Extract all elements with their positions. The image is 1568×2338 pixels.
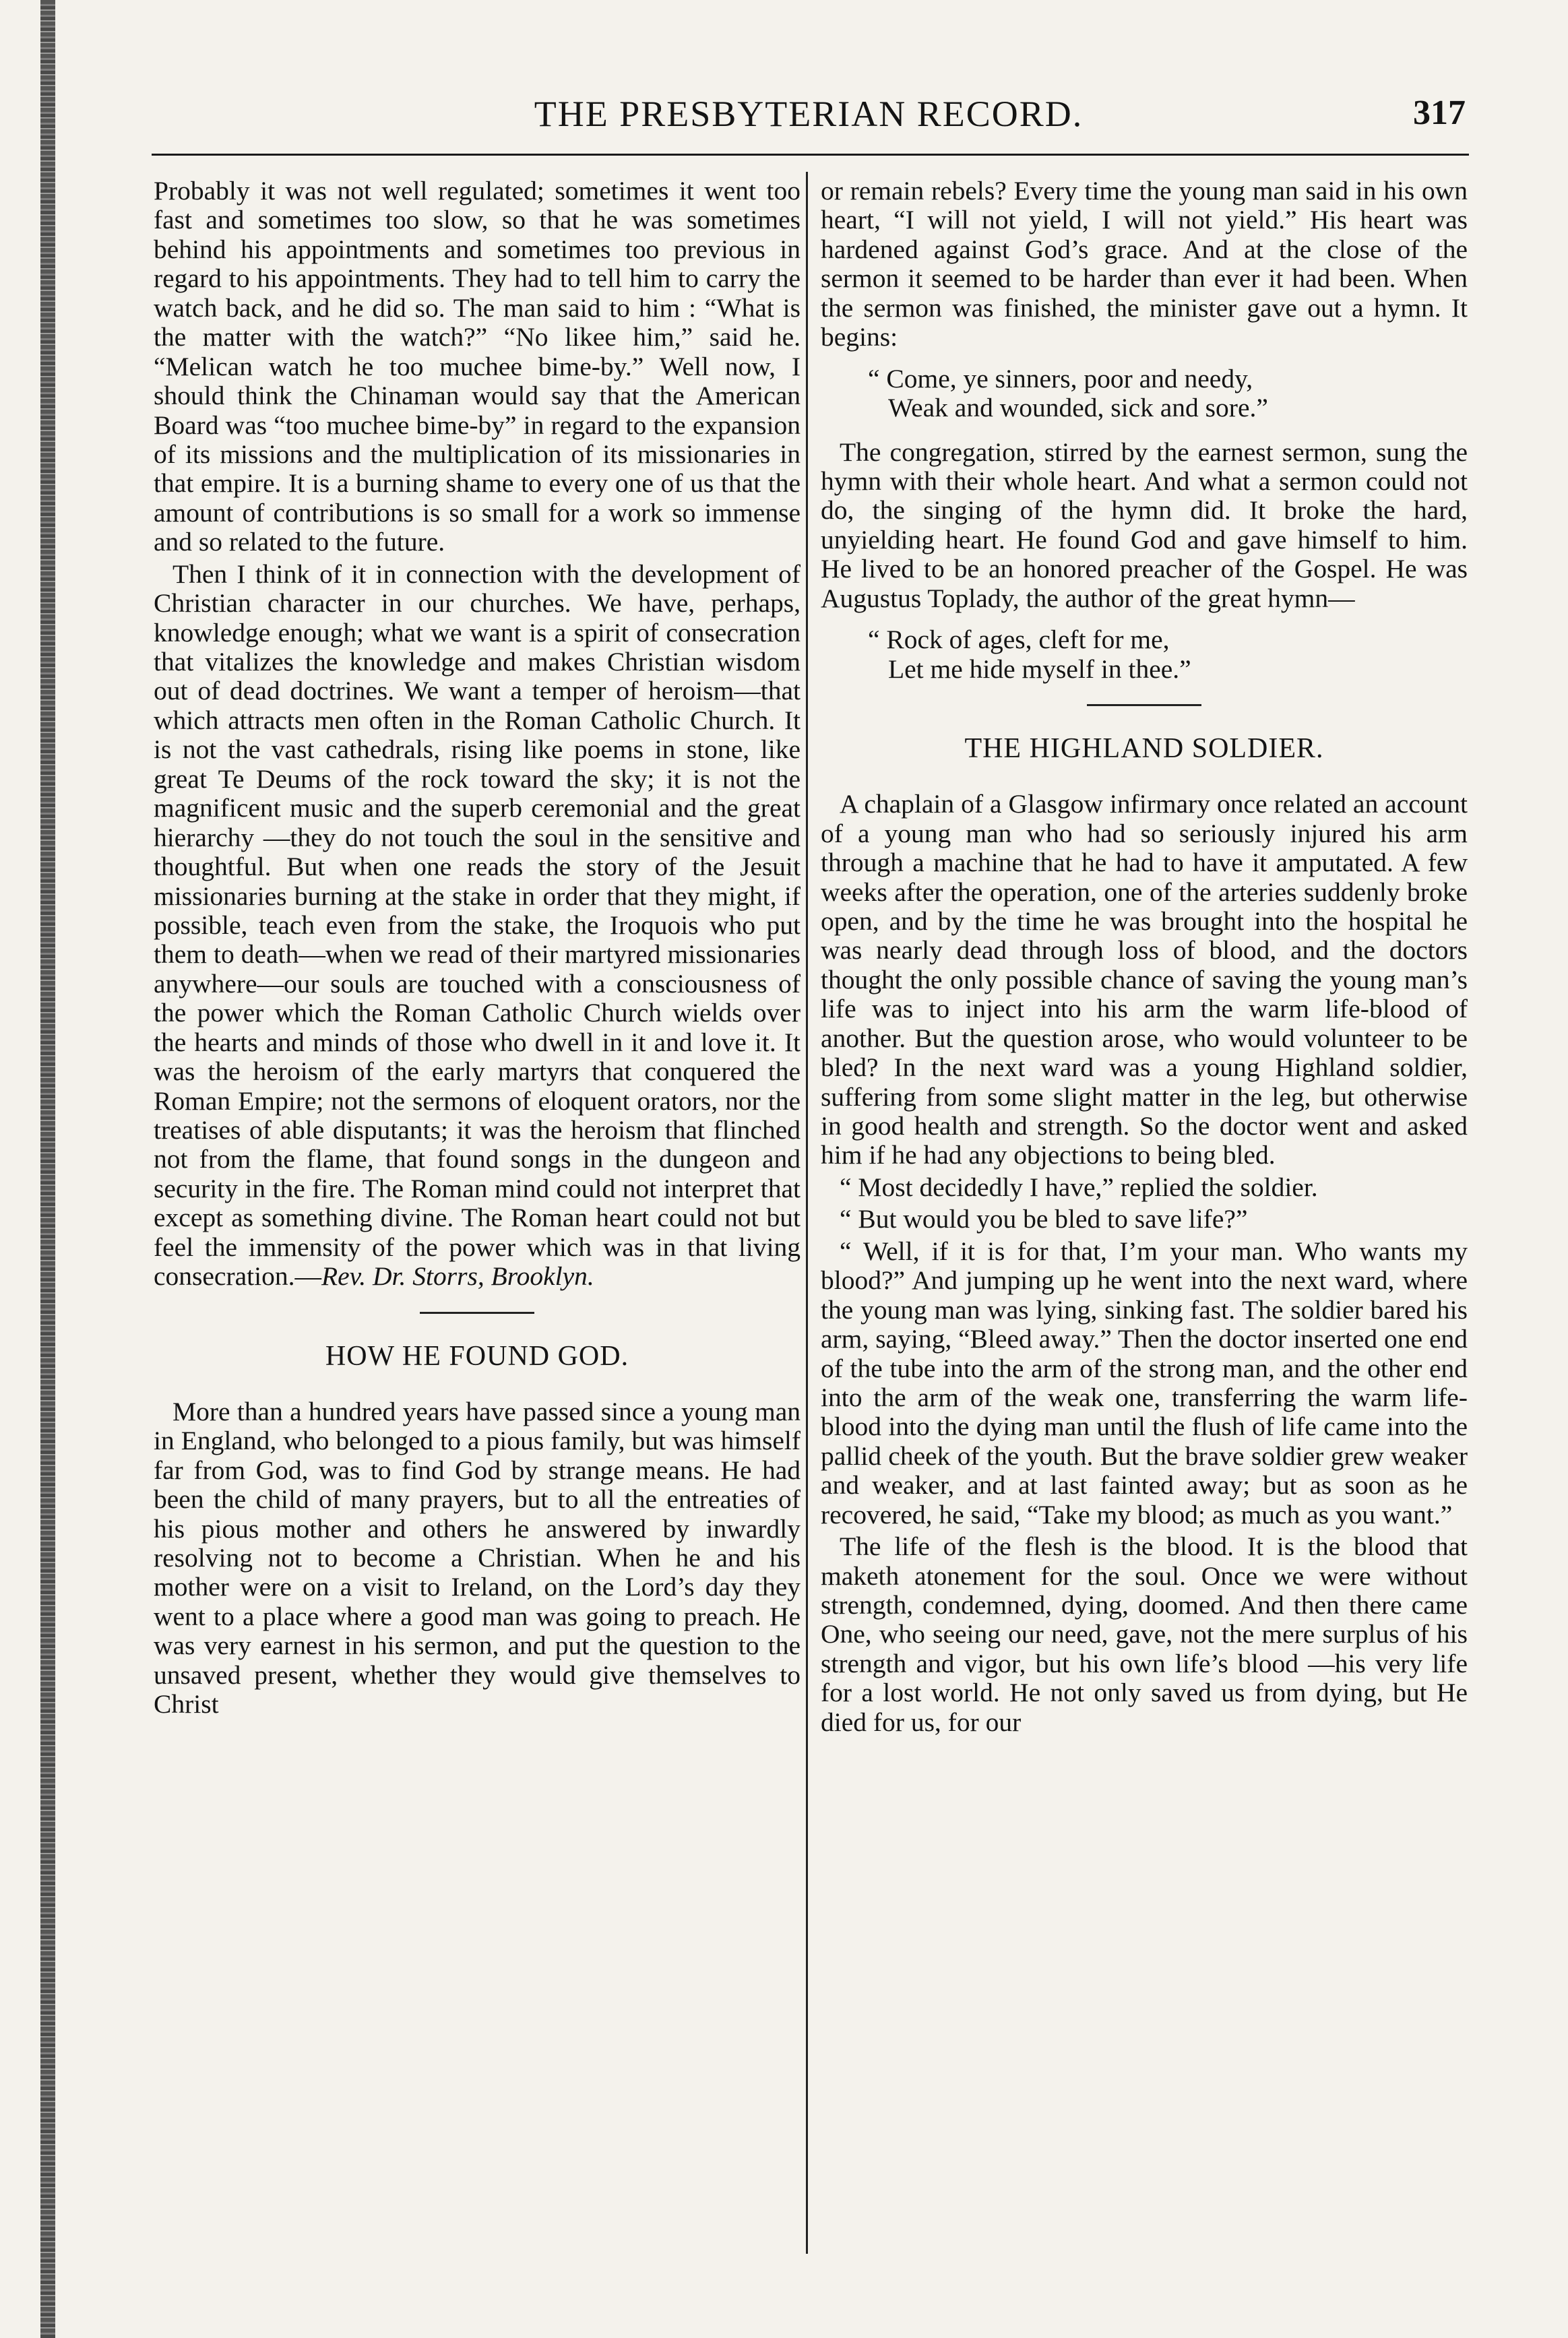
left-column [154,177,801,2252]
article-paragraph: or remain rebels? Every time the young man said in his own heart, “I will not yield, I will not yield.” His heart was hardened against God’s grace. And at the close of the sermon it seemed to be harder than ever it had been. When the sermon was finished, the minister gave out a hymn. It begins: [821,177,1468,352]
header-rule [152,154,1469,156]
page-header [152,86,1466,147]
section-divider [420,1312,534,1314]
section-heading: HOW HE FOUND GOD. [325,1340,629,1372]
article-paragraph: The life of the flesh is the blood. It is the blood that maketh atonement for the soul. Once we were without strength, condemned, dying, doomed. And then there came One, who seeing our need, gave, not the mere surplus of his strength and vigor, but his own life’s blood —his very life for a lost world. He not only saved us from dying, but He died for us, for our [821,1531,1468,1737]
section-divider [1087,704,1201,706]
article-paragraph: Probably it was not well regulated; sometimes it went too fast and sometimes too slow, so that he was sometimes behind his appointments and sometimes too previous in regard to his appointments. They had to tell him to carry the watch back, and he did so. The man said to him : “What is the matter with the watch?” “No likee him,” said he. “Melican watch he too muchee bime-by.” Well now, I should think the Chinaman would say that the American Board was “too muchee bime-by” in regard to the expansion of its missions and the multiplication of its missionaries in that empire. It is a burning shame to every one of us that the amount of contributions is so small for a work so immense and so related to the future. [154,177,801,557]
article-paragraph: The congregation, stirred by the earnest sermon, sung the hymn with their whole heart. And what a sermon could not do, the singing of the hymn did. It broke the hard, unyielding heart. He found God and gave himself to him. He lived to be an honored preacher of the Gospel. He was Augustus Toplady, the author of the great hymn— [821,437,1468,613]
article-paragraph: “ Well, if it is for that, I’m your man. Who wants my blood?” And jumping up he went into the next ward, where the young man was lying, sinking fast. The soldier bared his arm, saying, “Bleed away.” Then the doctor inserted one end of the tube into the arm of the strong man, and the other end into the arm of the weak one, transferring the warm life-blood into the dying man until the flush of life came into the pallid cheek of the youth. But the brave soldier grew weaker and weaker, and at last fainted away; but as soon as he recovered, he said, “Take my blood; as much as you want.” [821,1236,1468,1529]
section-heading: THE HIGHLAND SOLDIER. [964,733,1324,764]
author-signature: Rev. Dr. Storrs, Brooklyn. [321,1261,594,1292]
hymn-quote [821,625,1468,684]
publication-title: THE PRESBYTERIAN RECORD. [534,94,1084,134]
hymn-line: Weak and wounded, sick and sore.” [888,393,1268,423]
article-paragraph: “ But would you be bled to save life?” [840,1204,1248,1234]
article-paragraph: A chaplain of a Glasgow infirmary once related an account of a young man who had so seriously injured his arm through a machine that he had to have it amputated. A few weeks after the operation, one of the arteries suddenly broke open, and by the time he was brought into the hospital he was nearly dead through loss of blood, and the doctors thought the only possible chance of saving the young man’s life was to inject into his arm the warm life-blood of another. But the question arose, who would volunteer to be bled? In the next ward was a young Highland soldier, suffering from some slight matter in the leg, but otherwise in good health and strength. So the doctor went and asked him if he had any objections to being bled. [821,789,1468,1170]
scanned-binding-edge [40,0,55,2338]
hymn-line: Let me hide myself in thee.” [888,654,1191,684]
hymn-line: “ Come, ye sinners, poor and needy, [868,363,1253,393]
paragraph-text: Then I think of it in connection with the development of Christian character in our churches. We have, perhaps, knowledge enough; what we want is a spirit of consecration that vitalizes the knowledge and makes Christian wisdom out of dead doctrines. We want a temper of heroism—that which attracts men often in the Roman Catholic Church. It is not the vast cathedrals, rising like poems in stone, like great Te Deums of the rock toward the sky; it is not the magnificent music and the superb ceremonial and the great hierarchy —they do not touch the soul in the sensitive and thoughtful. But when one reads the story of the Jesuit missionaries burning at the stake in order that they might, if possible, teach even from the stake, the Iroquois who put them to death—when we read of their martyred missionaries anywhere—our souls are touched with a consciousness of the power which the Roman Catholic Church wields over the hearts and minds of those who dwell in it and love it. It was the heroism of the early martyrs that conquered the Roman Empire; not the sermons of eloquent orators, nor the treatises of able disputants; it was the heroism that flinched not from the flame, that found songs in the dungeon and security in the fire. The Roman mind could not interpret that except as something divine. The Roman heart could not but feel the immensity of the power which was in that living consecration.— [154,559,801,1292]
page-number: 317 [1413,94,1466,132]
article-paragraph [154,560,801,1292]
hymn-quote [821,365,1468,423]
article-paragraph: More than a hundred years have passed since a young man in England, who belonged to a pious family, but was himself far from God, was to find God by strange means. He had been the child of many prayers, but to all the entreaties of his pious mother and others he answered by inwardly resolving not to become a Christian. When he and his mother were on a visit to Ireland, on the Lord’s day they went to a place where a good man was going to preach. He was very earnest in his sermon, and put the question to the unsaved present, whether they would give themselves to Christ [154,1396,801,1719]
column-divider [806,172,808,2254]
hymn-line: “ Rock of ages, cleft for me, [868,625,1170,655]
article-paragraph: “ Most decidedly I have,” replied the soldier. [840,1172,1318,1202]
right-column [821,177,1468,2252]
